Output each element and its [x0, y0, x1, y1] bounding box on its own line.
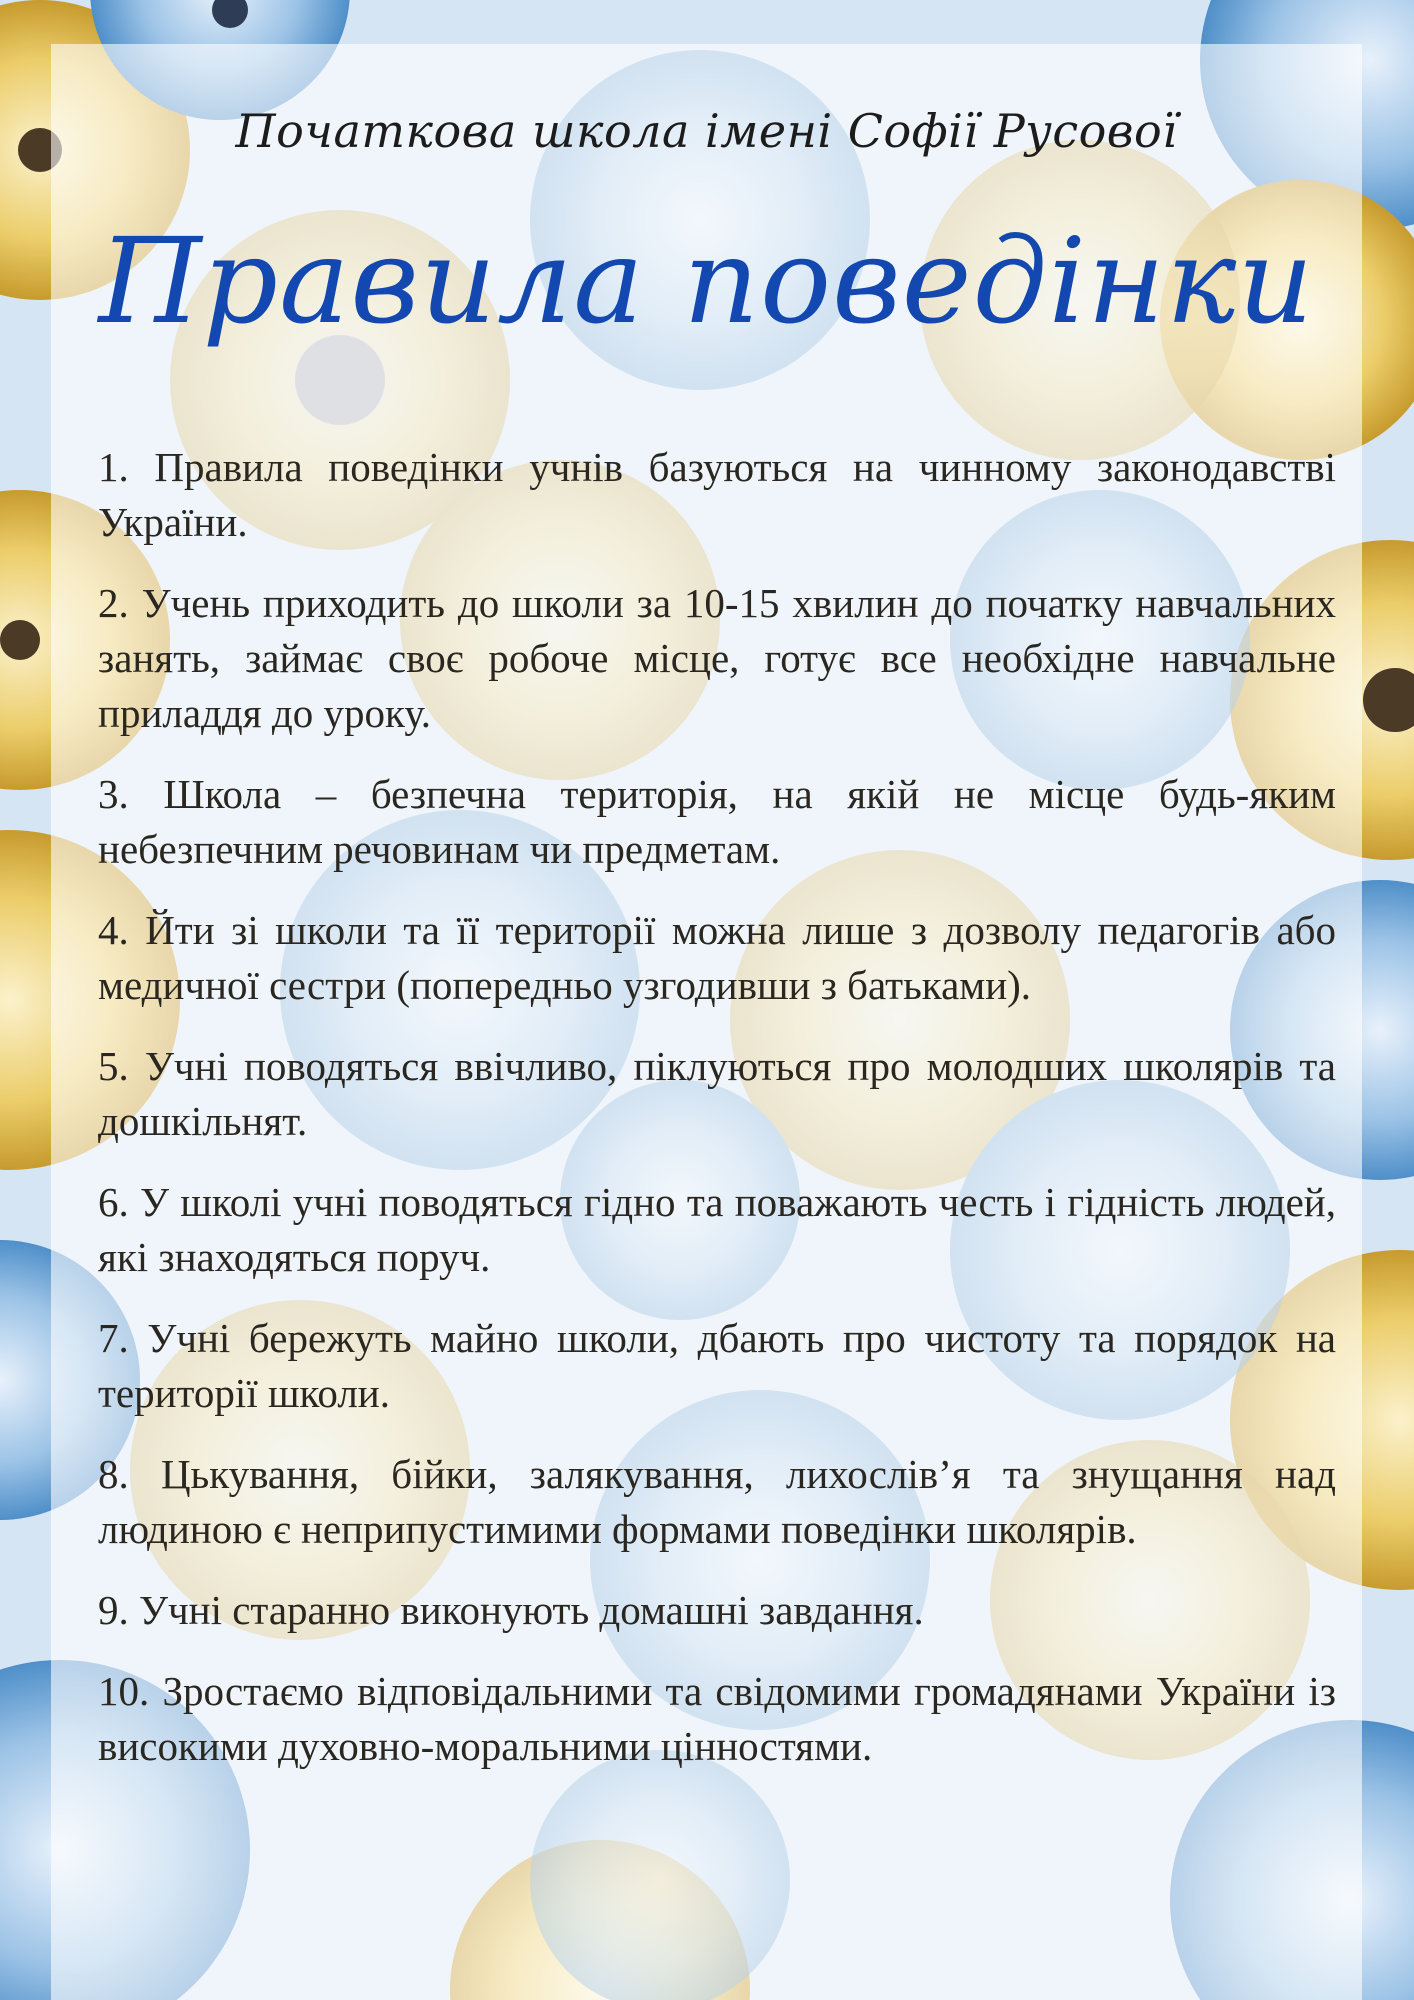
- rule-item: 5. Учні поводяться ввічливо, піклуються про молодших школярів та дошкільнят.: [98, 1043, 1336, 1144]
- rule-item: 7. Учні бережуть майно школи, дбають про чистоту та порядок на території школи.: [98, 1315, 1336, 1416]
- rule-item: 9. Учні старанно виконують домашні завдання.: [98, 1587, 924, 1633]
- page-title: Правила поведінки: [98, 212, 1315, 350]
- rules-list: [98, 440, 1336, 1800]
- rule-item: 6. У школі учні поводяться гідно та поважають честь і гідність людей, які знаходяться поруч.: [98, 1179, 1336, 1280]
- school-name: Початкова школа імені Софії Русової: [235, 104, 1178, 158]
- rule-item: 8. Цькування, бійки, залякування, лихослів’я та знущання над людиною є неприпустимими формами поведінки школярів.: [98, 1451, 1336, 1552]
- content-panel: [51, 44, 1362, 2000]
- rule-item: 4. Йти зі школи та її території можна лише з дозволу педагогів або медичної сестри (попередньо узгодивши з батьками).: [98, 907, 1336, 1008]
- rule-item: 1. Правила поведінки учнів базуються на чинному законодавстві України.: [98, 444, 1336, 545]
- rule-item: 2. Учень приходить до школи за 10-15 хвилин до початку навчальних занять, займає своє робоче місце, готує все необхідне навчальне приладдя до уроку.: [98, 580, 1336, 736]
- rule-item: 3. Школа – безпечна територія, на якій не місце будь-яким небезпечним речовинам чи предметам.: [98, 771, 1336, 872]
- rule-item: 10. Зростаємо відповідальними та свідомими громадянами України із високими духовно-моральними цінностями.: [98, 1668, 1336, 1769]
